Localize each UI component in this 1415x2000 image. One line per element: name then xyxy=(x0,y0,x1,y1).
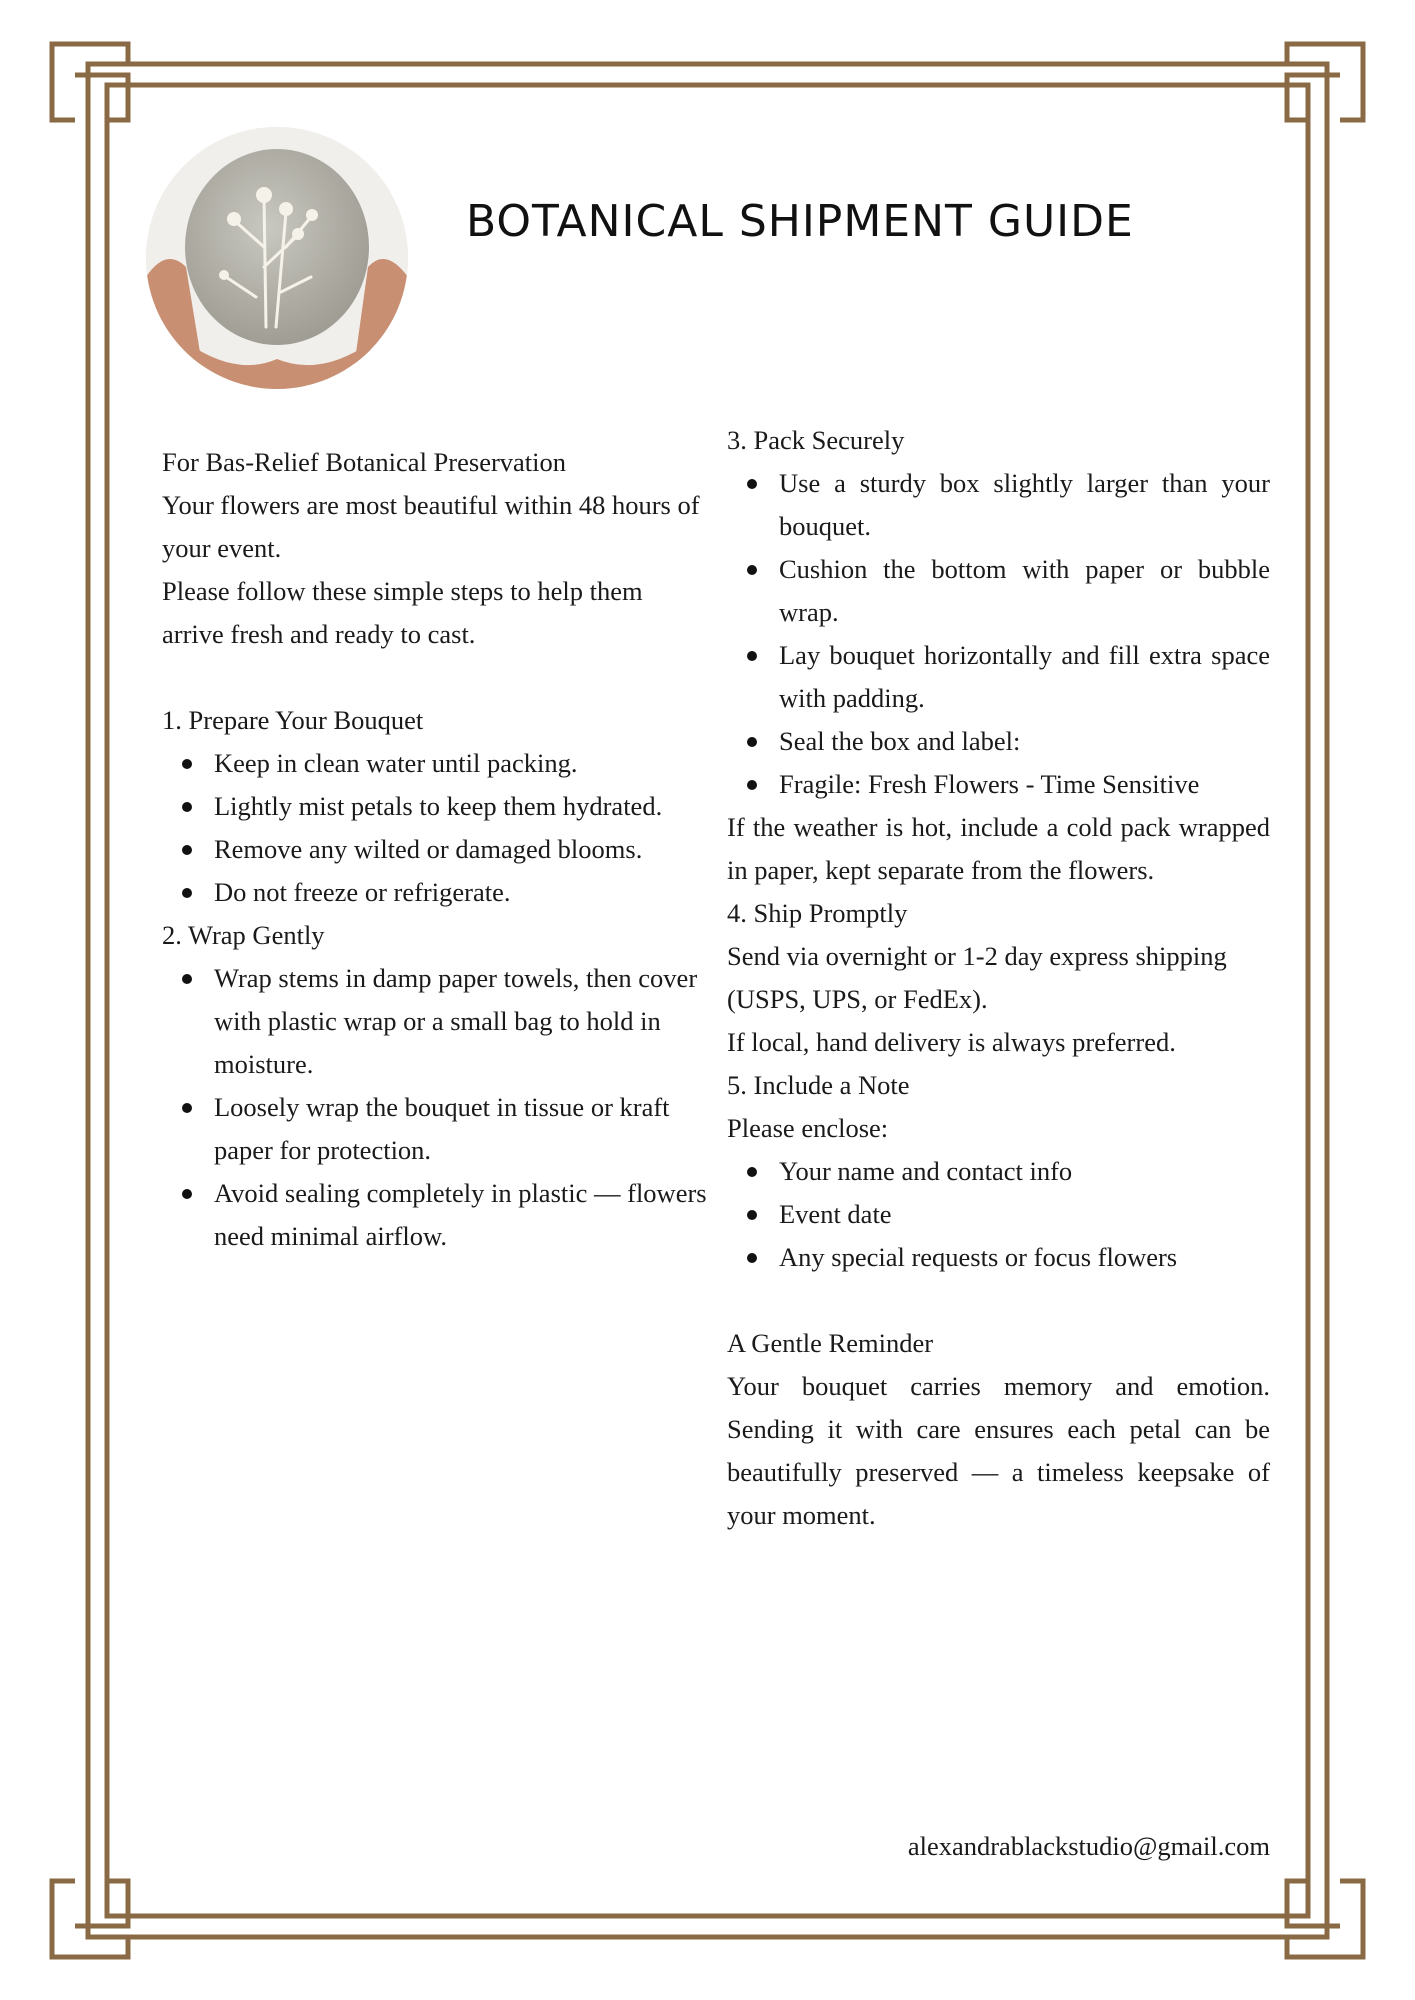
section-heading-note: 5. Include a Note xyxy=(727,1070,910,1100)
wrap-list xyxy=(162,957,707,1258)
prepare-list xyxy=(162,742,707,914)
intro-subtitle: For Bas-Relief Botanical Preservation xyxy=(162,447,567,477)
pack-list xyxy=(727,462,1270,806)
list-item: Wrap stems in damp paper towels, then cover with plastic wrap or a small bag to hold in moisture. xyxy=(162,957,707,1086)
list-item: Remove any wilted or damaged blooms. xyxy=(162,828,707,871)
intro-line-2: Please follow these simple steps to help them arrive fresh and ready to cast. xyxy=(162,576,643,649)
list-item: Any special requests or focus flowers xyxy=(727,1236,1270,1279)
spacer xyxy=(162,656,707,699)
section-heading-pack: 3. Pack Securely xyxy=(727,425,905,455)
section-heading-ship: 4. Ship Promptly xyxy=(727,898,908,928)
section-heading-prepare: 1. Prepare Your Bouquet xyxy=(162,705,424,735)
list-item: Lay bouquet horizontally and fill extra space with padding. xyxy=(727,634,1270,720)
note-intro: Please enclose: xyxy=(727,1113,889,1143)
list-item: Cushion the bottom with paper or bubble wrap. xyxy=(727,548,1270,634)
list-item: Do not freeze or refrigerate. xyxy=(162,871,707,914)
list-item: Seal the box and label: xyxy=(727,720,1270,763)
list-item: Lightly mist petals to keep them hydrated. xyxy=(162,785,707,828)
section-heading-wrap: 2. Wrap Gently xyxy=(162,920,325,950)
page-title: BOTANICAL SHIPMENT GUIDE xyxy=(466,196,1134,247)
reminder-heading: A Gentle Reminder xyxy=(727,1328,934,1358)
list-item: Your name and contact info xyxy=(727,1150,1270,1193)
note-list xyxy=(727,1150,1270,1279)
list-item: Keep in clean water until packing. xyxy=(162,742,707,785)
reminder-text: Your bouquet carries memory and emotion. Sending it with care ensures each petal can be beautifully preserved — a timeless keepsake of your moment. xyxy=(727,1371,1270,1530)
right-column xyxy=(727,419,1270,1537)
left-column xyxy=(162,441,707,1258)
botanical-cast-photo xyxy=(146,127,408,389)
list-item: Loosely wrap the bouquet in tissue or kraft paper for protection. xyxy=(162,1086,707,1172)
intro-line-1: Your flowers are most beautiful within 48 hours of your event. xyxy=(162,490,700,563)
list-item: Use a sturdy box slightly larger than your bouquet. xyxy=(727,462,1270,548)
weather-note: If the weather is hot, include a cold pack wrapped in paper, kept separate from the flowers. xyxy=(727,812,1270,885)
list-item: Fragile: Fresh Flowers - Time Sensitive xyxy=(727,763,1270,806)
spacer xyxy=(727,1279,1270,1322)
ship-text-1: Send via overnight or 1-2 day express shipping (USPS, UPS, or FedEx). xyxy=(727,941,1227,1014)
contact-email[interactable]: alexandrablackstudio@gmail.com xyxy=(907,1831,1270,1861)
ship-text-2: If local, hand delivery is always preferred. xyxy=(727,1027,1176,1057)
list-item: Event date xyxy=(727,1193,1270,1236)
list-item: Avoid sealing completely in plastic — flowers need minimal airflow. xyxy=(162,1172,707,1258)
